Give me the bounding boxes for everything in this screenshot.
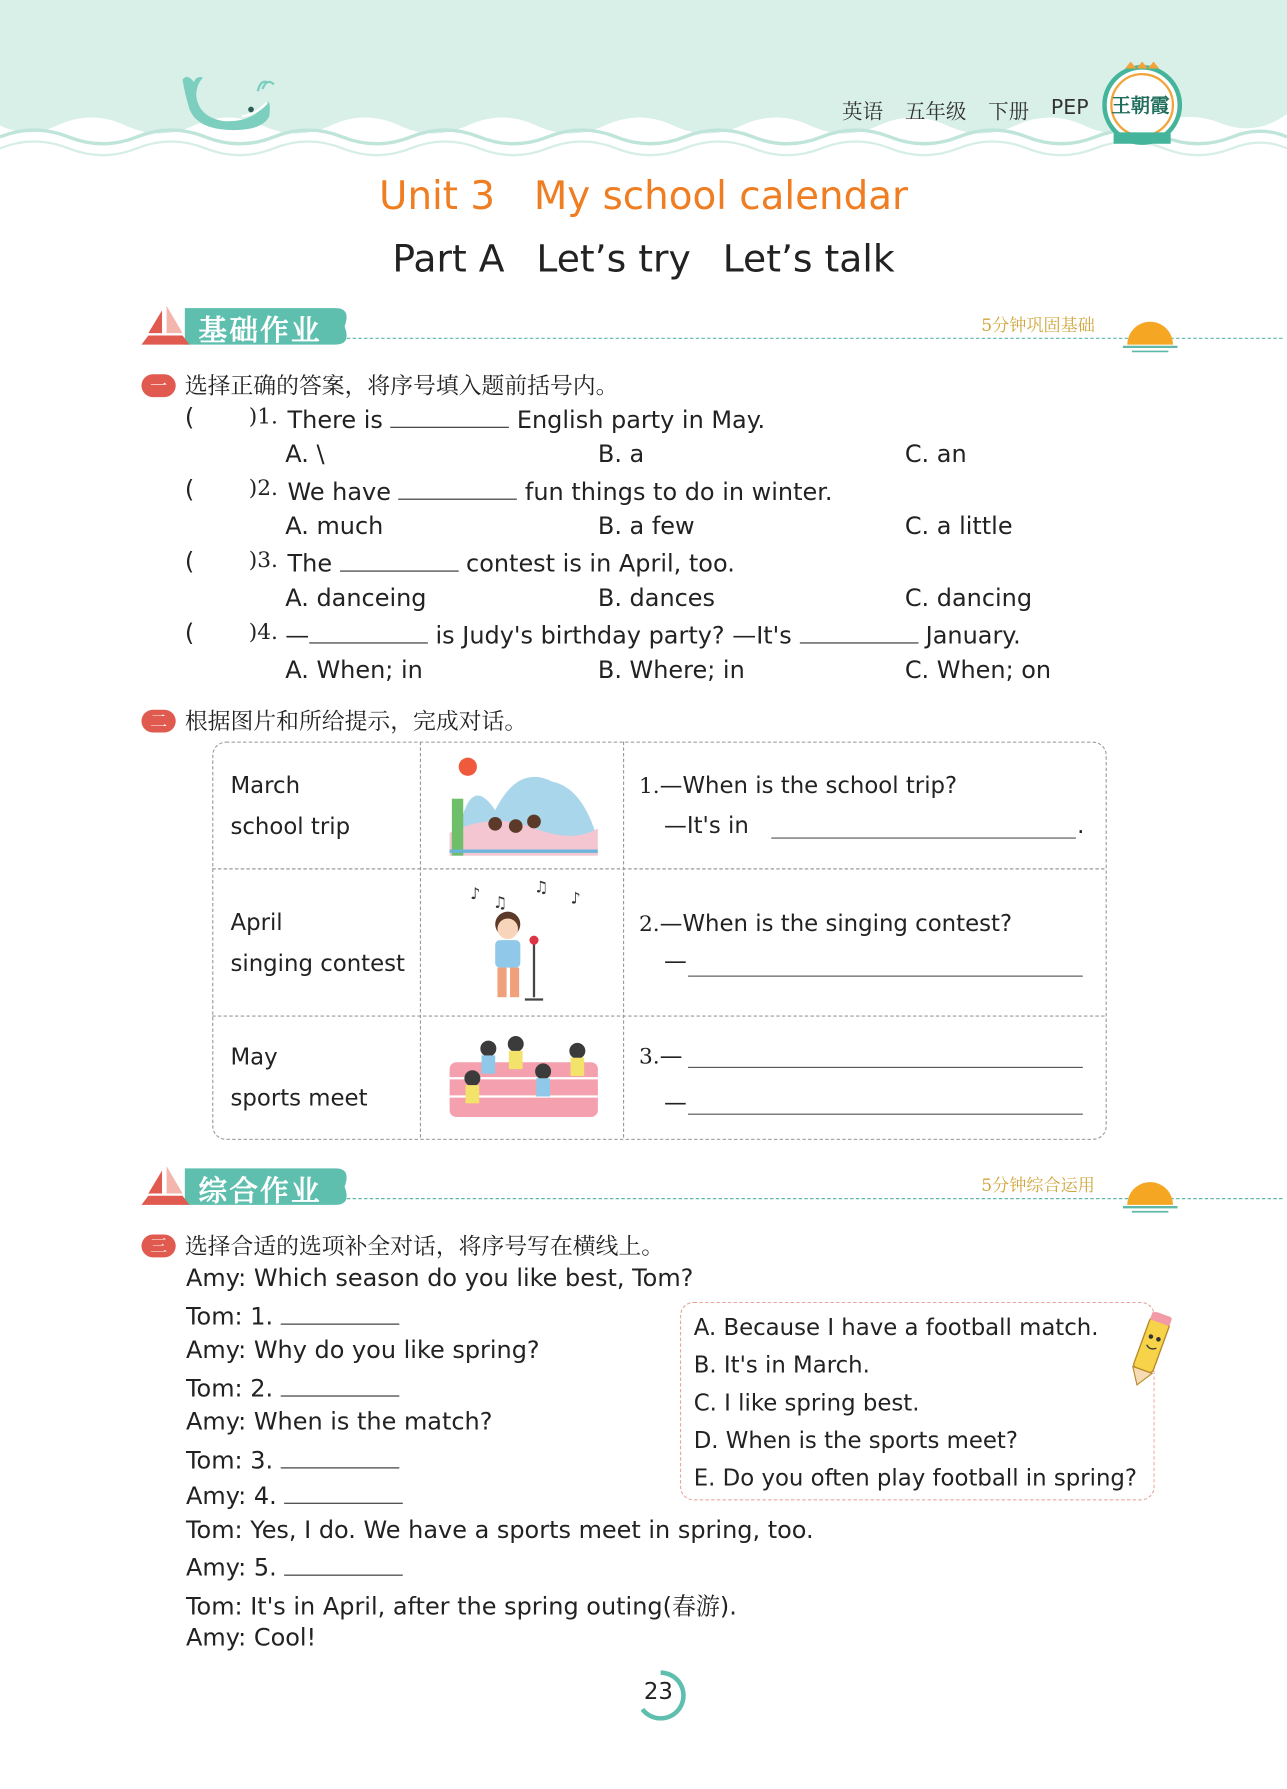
dialog-text: Amy: 5. xyxy=(185,1554,277,1582)
unit-number: Unit 3 xyxy=(379,173,496,220)
stem-pre: — xyxy=(285,621,310,650)
dialog-question xyxy=(639,771,957,798)
dialog-line: Tom: It's in April, after the spring outing(春游). xyxy=(185,1592,737,1621)
question-badge: 二 xyxy=(141,710,175,733)
dialog-text: Tom: 3. xyxy=(185,1446,274,1475)
item-number: 1. xyxy=(638,773,660,799)
question-instruction: 根据图片和所给提示，完成对话。 xyxy=(184,707,528,735)
dialog-line: Amy: Why do you like spring? xyxy=(185,1336,540,1364)
answer-blank[interactable] xyxy=(309,620,428,644)
dialog-line xyxy=(186,1373,399,1403)
mc-stem xyxy=(285,620,1020,650)
answer-line[interactable] xyxy=(688,1067,1083,1068)
mc-number: )2. xyxy=(248,475,278,501)
stem-mid: is Judy's birthday party? —It's xyxy=(435,621,792,650)
dialog-text: Tom: 1. xyxy=(185,1303,274,1331)
dialog-answer-prefix: — xyxy=(664,947,687,975)
mc-number: )1. xyxy=(248,403,278,430)
school-trip-illustration xyxy=(450,753,598,856)
dialog-line xyxy=(186,1552,403,1582)
item-number: 2. xyxy=(638,911,660,937)
option-b: B. a xyxy=(597,440,645,468)
dialog-question xyxy=(639,909,1012,936)
option-a: A. \ xyxy=(285,440,325,468)
option-a: A. much xyxy=(285,512,384,540)
stem-post: January. xyxy=(925,621,1021,650)
mc-paren: ( xyxy=(184,403,195,432)
dialog-answer-prefix: —It's in xyxy=(664,811,749,839)
answer-blank[interactable] xyxy=(284,1480,403,1504)
section-combined-header xyxy=(141,1164,1282,1214)
mc-paren: ( xyxy=(184,547,195,576)
subject-label: 英语 xyxy=(842,100,884,125)
option-c: C. When; on xyxy=(904,656,1052,684)
page-number: 23 xyxy=(643,1677,673,1705)
event-name: singing contest xyxy=(230,949,406,977)
option-item: A. Because I have a football match. xyxy=(693,1313,1099,1341)
section-basic-title: 基础作业 xyxy=(198,313,322,347)
music-note-icon: ♫ xyxy=(492,893,508,913)
picture-dialog-table xyxy=(212,742,1107,1140)
lesson-try: Let’s try xyxy=(536,236,691,281)
event-month: April xyxy=(230,908,283,936)
music-note-icon: ♫ xyxy=(533,878,549,897)
mc-stem xyxy=(288,404,766,434)
question-badge: 三 xyxy=(141,1235,175,1258)
event-name: sports meet xyxy=(230,1083,368,1112)
mc-stem xyxy=(288,548,735,578)
answer-blank[interactable] xyxy=(399,476,518,500)
dialog-line: Tom: Yes, I do. We have a sports meet in spring, too. xyxy=(185,1516,814,1544)
part-label: Part A xyxy=(392,236,505,281)
dialog-line xyxy=(186,1301,399,1331)
option-c: C. a little xyxy=(904,512,1013,540)
table-divider xyxy=(623,742,624,1138)
option-b: B. dances xyxy=(597,584,716,612)
mc-number: )4. xyxy=(248,619,278,645)
dialog-text: Amy: 4. xyxy=(185,1482,277,1510)
question-instruction: 选择正确的答案，将序号填入题前括号内。 xyxy=(184,371,619,400)
unit-title xyxy=(0,173,1287,219)
answer-blank[interactable] xyxy=(391,404,510,428)
answer-blank[interactable] xyxy=(281,1301,400,1325)
stem-pre: The xyxy=(287,549,333,578)
table-divider xyxy=(212,1015,1104,1016)
mc-paren: ( xyxy=(184,475,195,504)
answer-line[interactable] xyxy=(771,837,1076,838)
question-instruction: 选择合适的选项补全对话，将序号写在横线上。 xyxy=(184,1232,665,1260)
question-2-heading xyxy=(141,703,527,736)
option-item: B. It's in March. xyxy=(693,1350,870,1379)
question-text: —When is the singing contest? xyxy=(659,909,1013,937)
sports-meet-illustration xyxy=(450,1033,601,1120)
dialog-line xyxy=(186,1480,403,1510)
answer-blank[interactable] xyxy=(799,620,918,644)
mc-stem xyxy=(288,476,833,506)
question-1-heading xyxy=(141,367,618,400)
lesson-talk: Let’s talk xyxy=(722,236,895,281)
mc-paren: ( xyxy=(184,619,195,647)
whale-icon xyxy=(171,71,279,134)
section-basic-header xyxy=(141,304,1282,354)
item-number: 3. xyxy=(638,1044,660,1070)
dialog-line xyxy=(186,1445,399,1475)
question-badge: 一 xyxy=(141,374,175,397)
question-text: —When is the school trip? xyxy=(659,771,958,799)
edition-label: PEP xyxy=(1050,95,1089,120)
section-combined-title: 综合作业 xyxy=(198,1174,322,1208)
section-basic-note: 5分钟巩固基础 xyxy=(981,314,1095,336)
singing-boy-illustration xyxy=(468,879,594,1005)
question-text: — xyxy=(659,1041,683,1070)
answer-line[interactable] xyxy=(688,976,1083,977)
answer-blank[interactable] xyxy=(281,1445,400,1469)
dialog-answer-prefix: — xyxy=(664,1088,687,1116)
pencil-mascot-icon xyxy=(1125,1312,1175,1392)
option-c: C. an xyxy=(904,440,967,468)
answer-blank[interactable] xyxy=(340,548,459,572)
stem-post: fun things to do in winter. xyxy=(524,478,833,506)
music-note-icon: ♪ xyxy=(570,888,581,908)
stem-pre: We have xyxy=(287,478,391,506)
option-item: D. When is the sports meet? xyxy=(693,1426,1018,1454)
table-divider xyxy=(420,742,421,1138)
option-item: C. I like spring best. xyxy=(693,1388,920,1416)
volume-label: 下册 xyxy=(988,100,1030,125)
grade-label: 五年级 xyxy=(904,100,967,125)
music-note-icon: ♪ xyxy=(470,884,481,904)
section-combined-note: 5分钟综合运用 xyxy=(981,1175,1095,1196)
sun-icon xyxy=(1123,1175,1178,1214)
stem-post: contest is in April, too. xyxy=(466,549,735,578)
table-divider xyxy=(212,868,1104,869)
answer-blank[interactable] xyxy=(281,1373,400,1397)
option-c: C. dancing xyxy=(904,584,1033,612)
event-month: March xyxy=(230,771,301,799)
option-a: A. When; in xyxy=(285,656,423,684)
mc-number: )3. xyxy=(248,547,278,573)
option-a: A. danceing xyxy=(285,584,427,612)
answer-blank[interactable] xyxy=(284,1552,403,1576)
sun-icon xyxy=(1123,315,1178,354)
dialog-text: Tom: 2. xyxy=(185,1374,274,1403)
option-b: B. Where; in xyxy=(597,656,745,684)
event-name: school trip xyxy=(230,812,351,840)
dialog-line: Amy: Cool! xyxy=(185,1623,317,1652)
event-month: May xyxy=(230,1042,278,1071)
dialog-line: Amy: When is the match? xyxy=(185,1407,493,1436)
question-3-heading xyxy=(141,1228,664,1261)
answer-line[interactable] xyxy=(688,1114,1083,1115)
brand-name: 王朝霞 xyxy=(1111,94,1170,118)
brand-logo xyxy=(1102,62,1182,149)
stem-post: English party in May. xyxy=(516,406,766,434)
stem-pre: There is xyxy=(287,406,383,434)
period-mark: . xyxy=(1077,811,1085,839)
option-b: B. a few xyxy=(597,512,695,540)
part-title xyxy=(0,236,1287,280)
unit-name: My school calendar xyxy=(533,173,908,220)
dialog-line: Amy: Which season do you like best, Tom? xyxy=(185,1264,694,1292)
option-item: E. Do you often play football in spring? xyxy=(693,1463,1138,1492)
dialog-question xyxy=(639,1042,683,1069)
